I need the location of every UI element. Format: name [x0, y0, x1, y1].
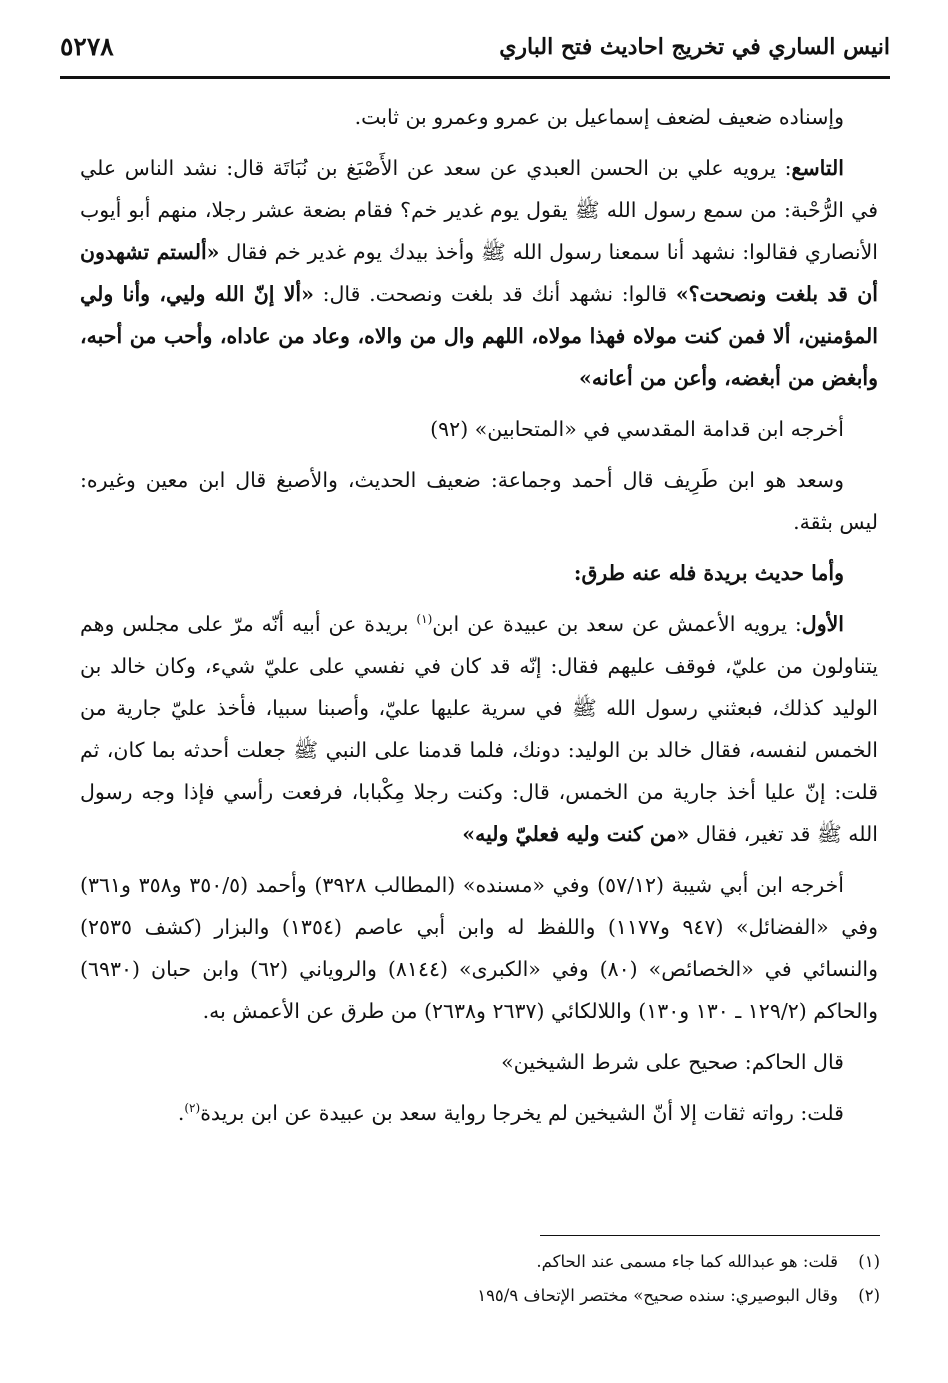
paragraph-text: قال الحاكم: صحيح على شرط الشيخين» — [501, 1050, 844, 1074]
paragraph-text: قالوا: نشهد أنك قد بلغت ونصحت. قال: — [322, 282, 676, 306]
paragraph-text: قلت: رواته ثقات إلا أنّ الشيخين لم يخرجا رواية سعد بن عبيدة عن ابن بريدة — [200, 1101, 844, 1125]
paragraph-text: : يرويه علي بن الحسن العبدي عن سعد عن الأَصْبَغ بن نُبَاتَة قال: نشد الناس علي في الرُّحْبة: من سمع رسول الله ﷺ يقول يوم غدير خم؟ فقام بضعة عشر رجلا، منهم أبو أيوب الأنصاري فقالوا: نشهد أنا سمعنا رسول الله ﷺ وأخذ بيدك يوم غدير خم فقال — [80, 156, 878, 264]
footnote — [120, 1279, 880, 1313]
section-lead: الأول — [801, 612, 844, 636]
hadith-quote: «ألا إنّ الله وليي، وأنا ولي المؤمنين، ألا فمن كنت مولاه فهذا مولاه، اللهم وال من والاه، وعاد من عاداه، وأحب من أحبه، وأبغض من أبغضه، وأعن من أعانه» — [80, 282, 878, 390]
footnote-divider — [540, 1235, 880, 1236]
paragraph — [80, 147, 878, 399]
hadith-quote: «ألستم تشهدون أن قد بلغت ونصحت؟» — [80, 240, 878, 306]
footnote-number: (١) — [858, 1252, 880, 1271]
main-text — [80, 96, 878, 1143]
footnote-text: وقال البوصيري: سنده صحيح» مختصر الإتحاف ١٩٥/٩ — [477, 1286, 838, 1305]
paragraph — [80, 1092, 878, 1134]
paragraph — [80, 603, 878, 855]
footnote-number: (٢) — [858, 1286, 880, 1305]
paragraph-text: : يرويه الأعمش عن سعد بن عبيدة عن ابن — [432, 612, 802, 636]
paragraph — [80, 459, 878, 543]
footnote — [120, 1245, 880, 1279]
book-title: انيس الساري في تخريج احاديث فتح الباري — [499, 34, 890, 60]
paragraph — [80, 96, 878, 138]
paragraph-text: أخرجه ابن أبي شيبة (٥٧/١٢) وفي «مسنده» (المطالب ٣٩٢٨) وأحمد (٣٥٠/٥ و٣٥٨ و٣٦١) وفي «الفضائل» (٩٤٧ و١١٧٧) واللفظ له وابن أبي عاصم (١٣٥٤) والبزار (كشف ٢٥٣٥) والنسائي في «الخصائص» (٨٠) وفي «الكبرى» (٨١٤٤) والروياني (٦٢) وابن حبان (٦٩٣٠) والحاكم (١٢٩/٢ ـ ١٣٠ و١٣٠) واللالكائي (٢٦٣٧ و٢٦٣٨) من طرق عن الأعمش به. — [80, 873, 879, 1023]
footnote-ref[interactable]: (١) — [416, 612, 433, 627]
paragraph-text: . — [177, 1101, 185, 1125]
paragraph — [80, 864, 878, 1032]
paragraph — [80, 1041, 878, 1083]
section-lead: التاسع — [791, 156, 844, 180]
section-heading — [80, 552, 878, 594]
footnote-text: قلت: هو عبدالله كما جاء مسمى عند الحاكم. — [536, 1252, 838, 1271]
paragraph-text: بريدة عن أبيه أنّه مرّ على مجلس وهم يتناولون من عليّ، فوقف عليهم فقال: إنّه قد كان في نفسي على عليّ شيء، وكان خالد بن الوليد كذلك، فبعثني رسول الله ﷺ في سرية عليها عليّ، وأصبنا سبيا، فأخذ عليّ جارية من الخمس لنفسه، فقال خالد بن الوليد: دونك، فلما قدمنا على النبي ﷺ جعلت أحدثه بما كان، ثم قلت: إنّ عليا أخذ جارية من الخمس، قال: وكنت رجلا مِكْبابا، فرفعت رأسي فإذا وجه رسول الله ﷺ قد تغير، فقال — [80, 612, 878, 846]
paragraph-text: وإسناده ضعيف لضعف إسماعيل بن عمرو وعمرو بن ثابت. — [354, 105, 844, 129]
paragraph-text: وسعد هو ابن طَرِيف قال أحمد وجماعة: ضعيف الحديث، والأصبغ قال ابن معين وغيره: ليس بثقة. — [80, 468, 878, 534]
hadith-quote: «من كنت وليه فعليّ وليه» — [462, 822, 690, 846]
page-number: ٥٢٧٨ — [60, 32, 114, 61]
paragraph-text: أخرجه ابن قدامة المقدسي في «المتحابين» (٩٢) — [430, 417, 844, 441]
footnote-ref[interactable]: (٢) — [184, 1101, 201, 1116]
page-header — [60, 28, 890, 79]
footnotes — [120, 1245, 880, 1313]
paragraph — [80, 408, 878, 450]
heading-text: وأما حديث بريدة فله عنه طرق: — [573, 561, 844, 585]
